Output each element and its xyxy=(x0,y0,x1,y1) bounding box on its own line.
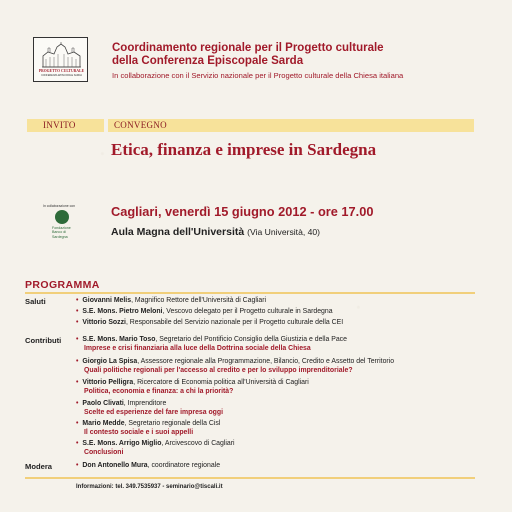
header-title-line1: Coordinamento regionale per il Progetto culturale xyxy=(112,42,384,54)
list-item xyxy=(76,336,486,353)
speaker-name: S.E. Mons. Arrigo Miglio xyxy=(82,440,162,447)
speaker-name: Giovanni Melis xyxy=(82,297,132,304)
bullet-icon: • xyxy=(76,358,79,365)
bullet-icon: • xyxy=(76,462,79,469)
speaker-role: , Assessore regionale alla Programmazione, Bilancio, Credito e Assetto del Territorio xyxy=(137,358,395,365)
speaker-role: , Responsabile del Servizio nazionale per il Progetto culturale della CEI xyxy=(125,319,344,326)
bullet-icon: • xyxy=(76,420,79,427)
footer-divider xyxy=(25,477,475,479)
talk-topic: Il contesto sociale e i suoi appelli xyxy=(84,428,194,436)
talk-topic: Conclusioni xyxy=(84,448,124,456)
header-title-line2: della Conferenza Episcopale Sarda xyxy=(112,55,304,67)
talk-topic: Quali politiche regionali per l'accesso al credito e per lo sviluppo imprenditoriale? xyxy=(84,366,353,374)
event-venue: Aula Magna dell'Università xyxy=(111,226,245,238)
event-venue-line xyxy=(111,226,320,238)
sponsor-caption: In collaborazione con xyxy=(43,204,76,208)
event-address: (Via Università, 40) xyxy=(247,227,321,237)
list-item xyxy=(76,440,486,457)
bullet-icon: • xyxy=(76,319,79,326)
speaker-name: Don Antonello Mura xyxy=(82,462,148,469)
progetto-culturale-logo xyxy=(33,37,88,82)
speaker-role: , coordinatore regionale xyxy=(147,462,221,469)
speaker-name: Giorgio La Spisa xyxy=(82,358,138,365)
sponsor-name-line1: Fondazione xyxy=(52,226,71,230)
sponsor-name xyxy=(52,226,82,239)
sponsor-name-line2: Banco di Sardegna xyxy=(52,230,68,239)
bullet-icon: • xyxy=(76,379,79,386)
speaker-role: , Vescovo delegato per il Progetto culturale in Sardegna xyxy=(162,308,333,315)
talk-topic: Imprese e crisi finanziaria alla luce della Dottrina sociale della Chiesa xyxy=(84,344,311,352)
list-item xyxy=(76,358,486,375)
list-item xyxy=(76,420,486,437)
invito-label: INVITO xyxy=(43,120,76,130)
bullet-icon: • xyxy=(76,308,79,315)
header-subtitle: In collaborazione con il Servizio nazionale per il Progetto culturale della Chiesa italiana xyxy=(112,71,404,80)
logo-text-primary: PROGETTO CULTURALE xyxy=(38,69,85,73)
contributi-label: Contributi xyxy=(25,336,62,345)
speaker-name: Vittorio Sozzi xyxy=(82,319,126,326)
bullet-icon: • xyxy=(76,440,79,447)
list-item xyxy=(76,308,486,317)
list-item xyxy=(76,462,486,471)
programma-divider xyxy=(25,292,475,294)
speaker-name: Vittorio Pelligra xyxy=(82,379,134,386)
speaker-name: Mario Medde xyxy=(82,420,125,427)
speaker-role: , Segretario regionale della Cisl xyxy=(124,420,221,427)
talk-topic: Scelte ed esperienze del fare impresa oggi xyxy=(84,408,224,416)
contact-info: Informazioni: tel. 349.7535937 - seminario@tiscali.it xyxy=(76,484,223,490)
convegno-bar xyxy=(108,119,474,132)
list-item xyxy=(76,297,486,306)
header-title xyxy=(112,42,384,68)
basilica-drawing-icon xyxy=(40,42,83,69)
modera-label: Modera xyxy=(25,462,53,471)
event-title: Etica, finanza e imprese in Sardegna xyxy=(111,140,377,159)
bullet-icon: • xyxy=(76,336,79,343)
list-item xyxy=(76,319,486,328)
saluti-label: Saluti xyxy=(25,297,46,306)
list-item xyxy=(76,400,486,417)
bullet-icon: • xyxy=(76,297,79,304)
speaker-role: , Imprenditore xyxy=(123,400,167,407)
talk-topic: Politica, economia e finanza: a chi la priorità? xyxy=(84,387,234,395)
speaker-name: S.E. Mons. Pietro Meloni xyxy=(82,308,163,315)
invito-bar xyxy=(27,119,105,132)
speaker-name: Paolo Clivati xyxy=(82,400,124,407)
speaker-role: , Segretario del Pontificio Consiglio della Giustizia e della Pace xyxy=(155,336,347,343)
event-datetime: Cagliari, venerdì 15 giugno 2012 - ore 17.00 xyxy=(111,204,374,219)
programma-title: PROGRAMMA xyxy=(25,279,100,291)
fondazione-logo-icon xyxy=(55,210,69,224)
bullet-icon: • xyxy=(76,400,79,407)
speaker-name: S.E. Mons. Mario Toso xyxy=(82,336,156,343)
speaker-role: , Magnifico Rettore dell'Università di Cagliari xyxy=(131,297,267,304)
speaker-role: , Arcivescovo di Cagliari xyxy=(161,440,235,447)
speaker-role: , Ricercatore di Economia politica all'Università di Cagliari xyxy=(133,379,309,386)
list-item xyxy=(76,379,486,396)
convegno-label: CONVEGNO xyxy=(114,120,167,130)
logo-text-secondary: CONFERENZA EPISCOPALE SARDA xyxy=(41,74,82,77)
